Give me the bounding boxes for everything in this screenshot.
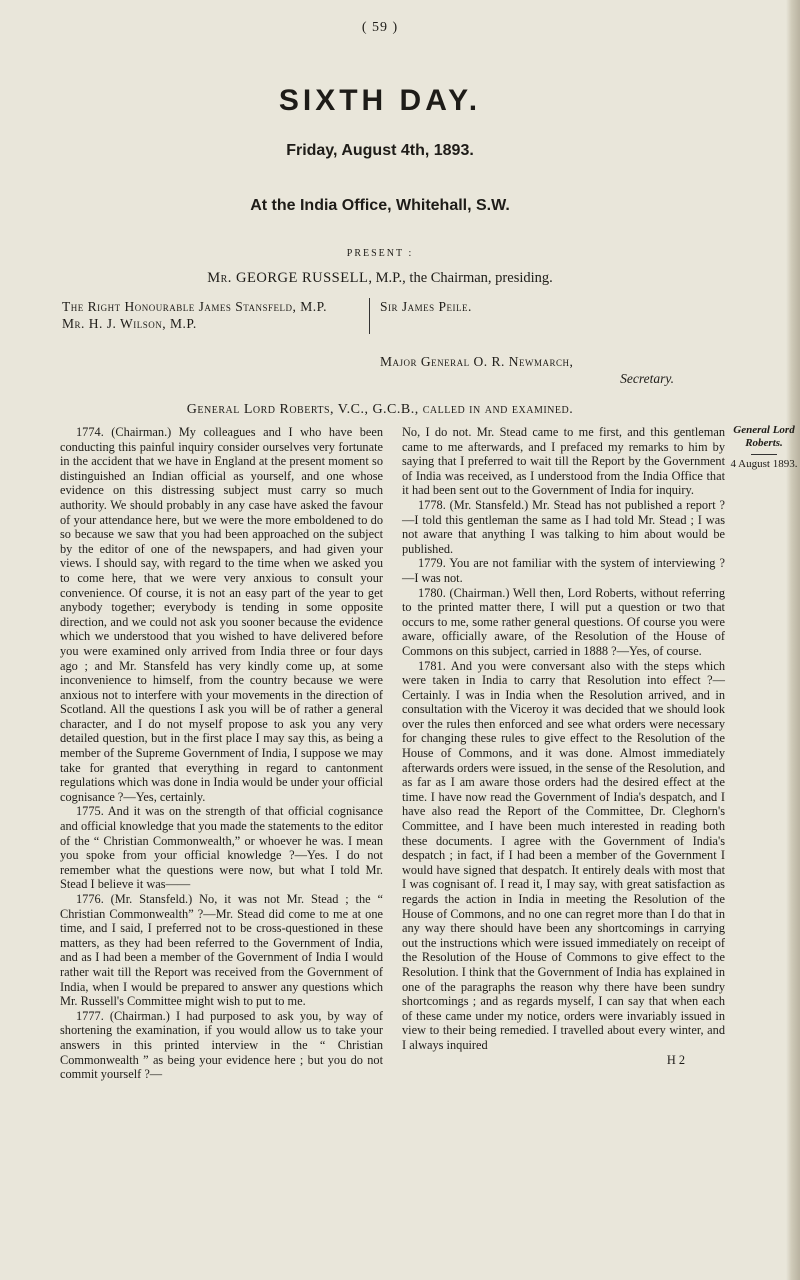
paragraph: 1781. And you were conversant also with the steps which were taken in India to carry that Resolution into effect ?—Certainly. I was in India when the Resolution arrived, and in consultation with the Viceroy it was decided that we should look over the rules then enforced and see what orders were necessary for changing these rules to give effect to the Resolution of the House of Commons, and it was done. Almost immediately afterwards orders were issued, in the sense of the Resolution, and as far as I am aware those orders had the desired effect at the time. I have now read the Government of India's despatch, and I have also read the Report of the Committee, Dr. Cleghorn's Committee, and I have been much interested in reading both these documents. I agree with the Government of India's despatch ; in fact, if I had been a member of the Government I would have signed that despatch. It entirely deals with most that I was cognisant of. I read it, I may say, with great satisfaction as regards the action in India in meeting the Resolution of the House of Commons, and no one can regret more than I do that in any way there should have been any shortcomings in carrying out the instructions which were issued immediately on receipt of the Resolution of the House of Commons to give effect to the Resolution. I think that the Government of India has explained in one of the paragraphs the reason why there have been sundry shortcomings ; and as regards myself, I can say that when each of these came under my notice, orders were invariably issued in view to their being remedied. I travelled about every winter, and I always inquired — [402, 658, 725, 1052]
margin-date: 4 August 1893. — [730, 458, 798, 470]
page-number: ( 59 ) — [361, 20, 399, 35]
paragraph: 1778. (Mr. Stansfeld.) Mr. Stead has not published a report ?—I told this gentleman the same as I had told Mr. Stead ; I was not aware that anything I was talking to him about would be published. — [402, 497, 725, 556]
paragraph: 1780. (Chairman.) Well then, Lord Roberts, without referring to the printed matter there, I will put a question or two that occurs to me, some rather general questions. Of course you were aware, officially aware, of the Resolution of the House of Commons on this subject, carried in 1888 ?—Yes, of course. — [402, 585, 725, 658]
page-edge-shadow — [786, 0, 800, 1280]
secretary-role: Secretary. — [620, 371, 674, 386]
chairman-name: Mr. GEORGE RUSSELL — [207, 270, 369, 286]
present-label: PRESENT : — [346, 248, 414, 259]
witness-line: General Lord Roberts, V.C., G.C.B., called in and examined. — [186, 402, 574, 417]
margin-note — [730, 424, 798, 471]
secretary-name: Major General O. R. Newmarch, — [380, 354, 574, 369]
margin-witness-name: General Lord Roberts. — [733, 424, 795, 449]
margin-rule — [751, 454, 777, 455]
signature-mark: H 2 — [666, 1052, 685, 1067]
paragraph: 1779. You are not familiar with the system of interviewing ?—I was not. — [402, 556, 725, 585]
member-name: The Right Honourable James Stansfeld, M.P. — [62, 299, 328, 314]
session-location: At the India Office, Whitehall, S.W. — [250, 197, 510, 214]
members-right-column — [380, 298, 680, 315]
paragraph: 1774. (Chairman.) My colleagues and I who have been conducting this painful inquiry consider ourselves very fortunate in the accident that we have in England at the present moment so distinguished an Indian official as yourself, and one whose evidence on this distressing subject must carry so much authority. We should probably in any case have asked the favour of your attendance here, but we were the more emboldened to do so because we saw that you had been approached on the subject by the editor of one of the newspapers, and had given your views. I should say, with regard to the time when we asked you to come here, that we were very anxious to consult your convenience. Of course, it is not an easy part of the year to get anybody together; everybody is tending in some opposite direction, and we could not ask you sooner because the evidence which we understood that you wished to have delivered before you were examined only arrived from India three or four days ago ; and Mr. Stansfeld has very kindly come up, at some inconvenience to himself, from the country because we were anxious not to interfere with your movements in the direction of Scotland. All the questions I ask you will be of rather a general character, and I do not myself propose to ask you any very detailed question, but in the first place I may say this, as being a member of the Supreme Government of India, I suppose we may take for granted that everything in regard to cantonment regulations which was done in India would be under your official cognisance ?—Yes, certainly. — [60, 425, 383, 804]
paragraph: 1775. And it was on the strength of that official cognisance and official knowledge that you made the statements to the editor of the “ Christian Commonwealth,” or whoever he was. I mean you spoke from your official knowledge ?—Yes. I do not remember what the questions were now, but what I told Mr. Stead I believe it was—— — [60, 804, 383, 892]
paragraph: 1777. (Chairman.) I had purposed to ask you, by way of shortening the examination, if you would allow us to take your answers in this printed interview in the “ Christian Commonwealth ” as being your evidence here ; but you do not commit yourself ?— — [60, 1008, 383, 1082]
chairman-suffix: , M.P., the Chairman, presiding. — [368, 270, 553, 286]
session-date: Friday, August 4th, 1893. — [286, 142, 474, 159]
chairman-line — [0, 270, 760, 287]
secretary-block — [380, 353, 680, 387]
paragraph: 1776. (Mr. Stansfeld.) No, it was not Mr. Stead ; the “ Christian Commonwealth” ?—Mr. Stead did come to me at one time, and I said, I preferred not to be cross-questioned in these matters, as they had been referred to the Government of India, and as I had been a member of the Government of India I would rather wait till the Report was received from the Government of India, when I would be prepared to answer any questions which Mr. Russell's Committee might wish to put to me. — [60, 892, 383, 1009]
text-column-right — [402, 425, 725, 1067]
member-name: Sir James Peile. — [380, 299, 472, 314]
members-divider — [369, 298, 370, 334]
member-name: Mr. H. J. Wilson, M.P. — [62, 316, 197, 331]
day-title: SIXTH DAY. — [278, 84, 482, 117]
text-column-left — [60, 425, 383, 1082]
members-left-column — [62, 298, 367, 332]
paragraph: No, I do not. Mr. Stead came to me first, and this gentleman came to me afterwards, and I prefaced my remarks to him by saying that I preferred to wait till the Report by the Government of India was received, as I understood from the India Office that it had been sent out to the Government of India for inquiry. — [402, 425, 725, 498]
